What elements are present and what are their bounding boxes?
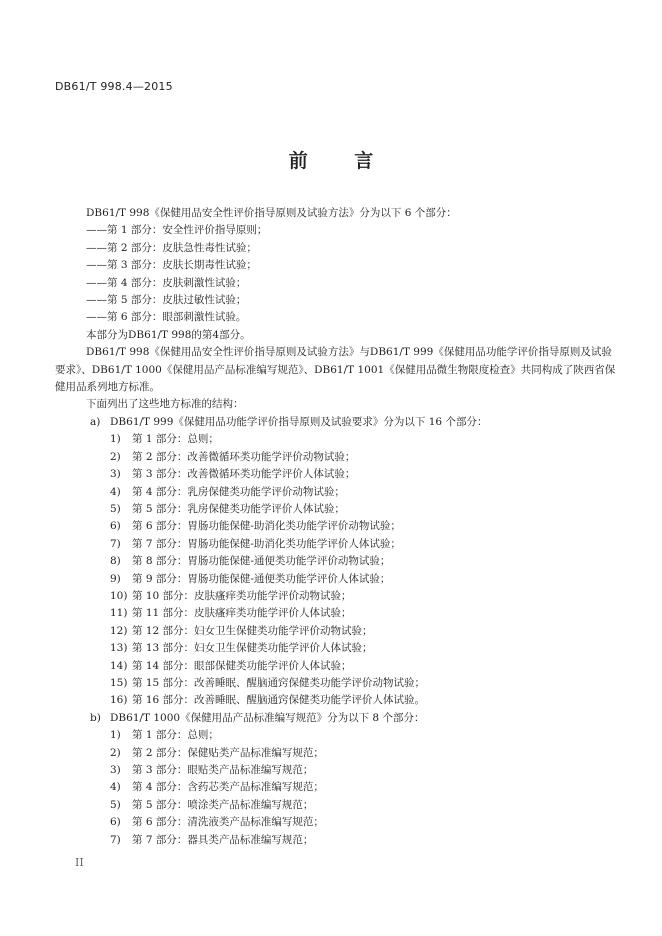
section-a-text: DB61/T 999《保健用品功能学评价指导原则及试验要求》分为以下 16 个部分：	[110, 415, 488, 428]
list-item	[55, 518, 620, 535]
list-item	[55, 814, 620, 831]
list-item-number: 4)	[110, 781, 121, 794]
list-item-text: 第 11 部分：皮肤瘙痒类功能学评价人体试验；	[132, 607, 352, 620]
section-a-list	[55, 431, 620, 710]
list-item	[55, 692, 620, 709]
list-item-text: 第 2 部分：保健贴类产品标准编写规范；	[132, 746, 324, 759]
parts-list	[55, 222, 620, 326]
list-item	[55, 727, 620, 744]
list-item	[55, 832, 620, 849]
list-item-text: 第 5 部分：乳房保健类功能学评价人体试验；	[132, 502, 345, 515]
list-item	[55, 588, 620, 605]
list-item-number: 8)	[110, 555, 121, 568]
list-item-text: 第 3 部分：眼贴类产品标准编写规范；	[132, 764, 314, 776]
list-item-number: 5)	[110, 798, 121, 811]
list-item	[55, 449, 620, 466]
list-item-number: 6)	[110, 520, 121, 533]
list-item-number: 9)	[110, 572, 121, 585]
list-item-text: 第 16 部分：改善睡眠、醒脑通窍保健类功能学评价人体试验。	[132, 694, 426, 707]
part-list-item: ——第 3 部分：皮肤长期毒性试验；	[86, 259, 257, 272]
list-item-number: 13)	[110, 642, 128, 655]
list-item-text: 第 9 部分：胃肠功能保健-通便类功能学评价人体试验；	[132, 572, 391, 585]
list-item	[55, 640, 620, 657]
list-item-number: 2)	[110, 450, 121, 463]
list-item	[55, 762, 620, 779]
list-item-text: 第 12 部分：妇女卫生保健类功能学评价动物试验；	[132, 624, 373, 637]
section-a-marker: a)	[90, 415, 101, 428]
list-item-text: 第 3 部分：改善微循环类功能学评价人体试验；	[132, 468, 356, 481]
list-item	[55, 484, 620, 501]
list-item-number: 16)	[110, 694, 128, 707]
list-item-number: 7)	[110, 537, 121, 550]
list-item	[55, 466, 620, 483]
foreword-body	[55, 205, 620, 849]
list-item-text: 第 8 部分：胃肠功能保健-通便类功能学评价动物试验；	[132, 555, 391, 568]
list-item-text: 第 7 部分：胃肠功能保健-助消化类功能学评价人体试验；	[132, 537, 401, 550]
section-b-text: DB61/T 1000《保健用品产品标准编写规范》分为以下 8 个部分：	[110, 711, 425, 724]
list-item-text: 第 1 部分：总则；	[132, 729, 219, 742]
standard-code: DB61/T 998.4—2015	[55, 80, 173, 93]
section-b-list	[55, 727, 620, 849]
list-item-text: 第 10 部分：皮肤瘙痒类功能学评价动物试验；	[132, 589, 352, 602]
list-item-text: 第 15 部分：改善睡眠、醒脑通窍保健类功能学评价动物试验；	[132, 676, 426, 689]
list-item-text: 第 4 部分：乳房保健类功能学评价动物试验；	[132, 485, 345, 498]
list-item-number: 12)	[110, 624, 128, 637]
list-item	[55, 605, 620, 622]
list-item	[55, 745, 620, 762]
part-list-item: ——第 4 部分：皮肤刺激性试验；	[86, 276, 247, 289]
list-item-text: 第 6 部分：胃肠功能保健-助消化类功能学评价动物试验；	[132, 520, 401, 533]
section-b-marker: b)	[90, 711, 101, 724]
structure-line: 下面列出了这些地方标准的结构：	[86, 398, 244, 411]
list-item-number: 15)	[110, 676, 128, 689]
list-item	[55, 623, 620, 640]
list-item	[55, 536, 620, 553]
list-item-number: 7)	[110, 833, 121, 846]
list-item	[55, 779, 620, 796]
list-item	[55, 431, 620, 448]
list-item-text: 第 14 部分：眼部保健类功能学评价人体试验；	[132, 659, 352, 672]
page-number: II	[75, 856, 84, 869]
section-b-title	[55, 710, 620, 727]
section-a-title	[55, 414, 620, 431]
part-list-item: ——第 5 部分：皮肤过敏性试验；	[86, 294, 247, 307]
part-list-item: ——第 1 部分：安全性评价指导原则；	[86, 224, 268, 237]
list-item-text: 第 4 部分：含药芯类产品标准编写规范；	[132, 781, 324, 794]
list-item-text: 第 2 部分：改善微循环类功能学评价动物试验；	[132, 450, 356, 463]
list-item-number: 4)	[110, 485, 121, 498]
part-list-item: ——第 2 部分：皮肤急性毒性试验；	[86, 241, 257, 254]
list-item-number: 1)	[110, 729, 121, 742]
list-item-text: 第 1 部分：总则；	[132, 433, 219, 446]
series-intro-line: DB61/T 998《保健用品安全性评价指导原则及试验方法》分为以下 6 个部分：	[86, 207, 457, 219]
list-item-number: 5)	[110, 502, 121, 515]
system-paragraph: DB61/T 998《保健用品安全性评价指导原则及试验方法》与DB61/T 999《保健用品功能学评价指导原则及试验要求》、DB61/T 1000《保健用品产品标准编写规范》、DB61/T 1001《保健用品微生物限度检查》共同构成了陕西省保健用品系列地方标准。	[55, 346, 616, 394]
list-item	[55, 571, 620, 588]
list-item-number: 1)	[110, 433, 121, 446]
list-item-number: 14)	[110, 659, 128, 672]
list-item-text: 第 7 部分：器具类产品标准编写规范；	[132, 833, 314, 846]
list-item-number: 3)	[110, 468, 121, 481]
list-item	[55, 553, 620, 570]
list-item-number: 11)	[110, 607, 128, 620]
list-item-number: 2)	[110, 746, 121, 759]
list-item-text: 第 13 部分：妇女卫生保健类功能学评价人体试验；	[132, 642, 373, 655]
list-item	[55, 501, 620, 518]
list-item-number: 10)	[110, 589, 128, 602]
list-item	[55, 675, 620, 692]
list-item-number: 3)	[110, 764, 121, 776]
list-item-text: 第 6 部分：清洗液类产品标准编写规范；	[132, 816, 324, 829]
list-item-number: 6)	[110, 816, 121, 829]
part-list-item: ——第 6 部分：眼部刺激性试验。	[86, 311, 247, 324]
page-title: 前 言	[288, 150, 394, 172]
this-part-line: 本部分为DB61/T 998的第4部分。	[86, 328, 251, 341]
list-item	[55, 658, 620, 675]
list-item-text: 第 5 部分：喷涂类产品标准编写规范；	[132, 798, 314, 811]
list-item	[55, 797, 620, 814]
